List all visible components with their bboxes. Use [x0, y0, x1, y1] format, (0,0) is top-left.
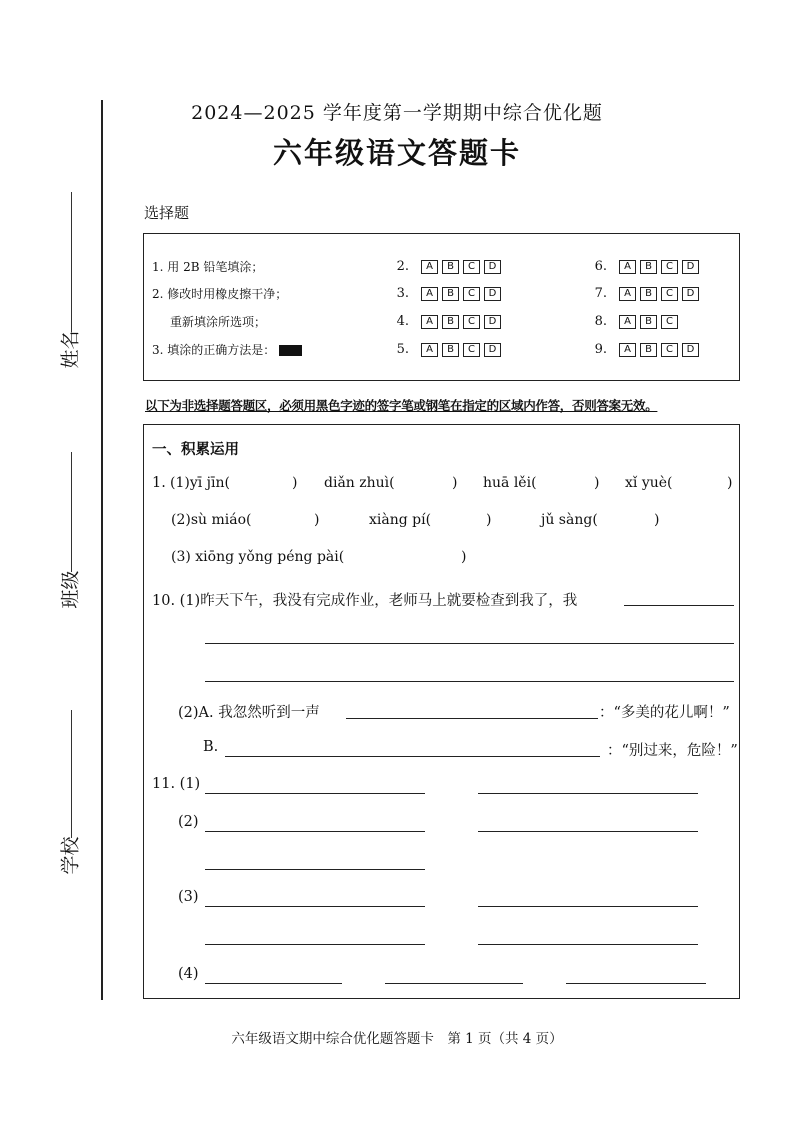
option-a-bubble[interactable]: A — [421, 287, 438, 301]
pinyin-item-close: ) — [654, 512, 660, 528]
question-number: 8. — [594, 314, 607, 329]
page-footer: 六年级语文期中综合优化题答题卡 第 1 页（共 4 页） — [231, 1031, 563, 1047]
section-1-heading: 一、积累运用 — [152, 442, 239, 458]
question-row — [585, 259, 703, 274]
pinyin-item-close: ) — [314, 512, 320, 528]
pinyin-item-close: ) — [292, 475, 298, 491]
option-b-bubble[interactable]: B — [640, 315, 657, 329]
option-c-bubble[interactable]: C — [463, 287, 480, 301]
answer-area-notice: 以下为非选择题答题区，必须用黑色字迹的签字笔或钢笔在指定的区域内作答，否则答案无效。 — [145, 398, 658, 413]
question-number: 7. — [594, 286, 607, 301]
option-a-bubble[interactable]: A — [619, 287, 636, 301]
option-d-bubble[interactable]: D — [484, 287, 501, 301]
filled-mark-sample — [279, 345, 302, 356]
option-a-bubble[interactable]: A — [421, 343, 438, 357]
q10-answer-line[interactable] — [205, 643, 734, 644]
pinyin-item-close: ) — [594, 475, 600, 491]
margin-divider-line — [101, 100, 103, 1000]
option-c-bubble[interactable]: C — [661, 315, 678, 329]
pinyin-item-label: (1)yī jīn( — [170, 475, 230, 491]
exam-title: 六年级语文答题卡 — [272, 136, 521, 170]
pinyin-item-close: ) — [452, 475, 458, 491]
option-b-bubble[interactable]: B — [442, 315, 459, 329]
option-c-bubble[interactable]: C — [661, 287, 678, 301]
question-row — [387, 286, 505, 301]
school-underline — [71, 710, 72, 838]
question-number: 5. — [396, 342, 409, 357]
q11-answer-line[interactable] — [205, 906, 425, 907]
q10-part2-a-end: ：“多美的花儿啊！” — [599, 705, 730, 721]
q11-number: 11. (1) — [152, 776, 201, 792]
pinyin-item-label: huā lěi( — [483, 475, 537, 491]
choice-answer-box — [143, 233, 740, 381]
q10-part1-text: 10. (1)昨天下午，我没有完成作业，老师马上就要检查到我了，我 — [152, 593, 578, 609]
q11-answer-line[interactable] — [478, 831, 698, 832]
option-a-bubble[interactable]: A — [421, 315, 438, 329]
option-a-bubble[interactable]: A — [619, 315, 636, 329]
question-number: 9. — [594, 342, 607, 357]
option-c-bubble[interactable]: C — [661, 260, 678, 274]
question-number: 2. — [396, 259, 409, 274]
option-b-bubble[interactable]: B — [640, 287, 657, 301]
q11-answer-line[interactable] — [205, 831, 425, 832]
instruction-2: 2. 修改时用橡皮擦干净； — [152, 287, 288, 301]
class-underline — [71, 452, 72, 572]
q1-number: 1. — [152, 475, 166, 491]
option-a-bubble[interactable]: A — [421, 260, 438, 274]
question-number: 4. — [396, 314, 409, 329]
question-row — [585, 342, 703, 357]
option-c-bubble[interactable]: C — [661, 343, 678, 357]
q10-answer-line[interactable] — [205, 681, 734, 682]
option-c-bubble[interactable]: C — [463, 315, 480, 329]
option-d-bubble[interactable]: D — [484, 315, 501, 329]
pinyin-item-label: (3) xiōng yǒng péng pài( — [171, 549, 345, 565]
option-b-bubble[interactable]: B — [442, 260, 459, 274]
option-c-bubble[interactable]: C — [463, 260, 480, 274]
q11-answer-line[interactable] — [205, 869, 425, 870]
pinyin-item-label: diǎn zhuì( — [324, 475, 395, 491]
question-row — [387, 259, 505, 274]
q11-sub-label: (4) — [178, 966, 199, 982]
question-row — [585, 314, 682, 329]
instruction-2b: 重新填涂所选项； — [170, 315, 267, 329]
q11-answer-line[interactable] — [478, 906, 698, 907]
pinyin-item-label: jǔ sàng( — [541, 512, 598, 528]
option-d-bubble[interactable]: D — [484, 343, 501, 357]
school-field[interactable] — [56, 710, 86, 873]
q11-answer-line[interactable] — [385, 983, 523, 984]
q10-part2-a-line[interactable] — [346, 718, 598, 719]
option-b-bubble[interactable]: B — [442, 287, 459, 301]
choice-section-label: 选择题 — [144, 204, 190, 222]
option-b-bubble[interactable]: B — [640, 260, 657, 274]
q11-sub-label: (3) — [178, 889, 199, 905]
exam-subtitle: 2024—2025 学年度第一学期期中综合优化题 — [191, 102, 603, 124]
instruction-1: 1. 用 2B 铅笔填涂； — [152, 260, 264, 274]
instruction-3-text: 3. 填涂的正确方法是： — [152, 343, 276, 357]
question-row — [387, 342, 505, 357]
option-d-bubble[interactable]: D — [484, 260, 501, 274]
option-d-bubble[interactable]: D — [682, 260, 699, 274]
q10-answer-line[interactable] — [624, 605, 734, 606]
pinyin-item-label: (2)sù miáo( — [171, 512, 252, 528]
q11-answer-line[interactable] — [205, 793, 425, 794]
option-a-bubble[interactable]: A — [619, 343, 636, 357]
instruction-3 — [152, 341, 302, 358]
question-row — [585, 286, 703, 301]
q11-answer-line[interactable] — [478, 944, 698, 945]
q11-answer-line[interactable] — [566, 983, 706, 984]
q10-part2-a-label: (2)A. 我忽然听到一声 — [178, 705, 320, 721]
name-label: 姓名 — [59, 330, 82, 369]
class-field[interactable] — [56, 452, 86, 607]
pinyin-item-close: ) — [461, 549, 467, 565]
school-label: 学校 — [59, 836, 82, 875]
q11-answer-line[interactable] — [205, 983, 342, 984]
pinyin-item-label: xiàng pí( — [369, 512, 432, 528]
question-number: 3. — [396, 286, 409, 301]
q10-part2-b-label: B. — [203, 739, 219, 755]
option-b-bubble[interactable]: B — [640, 343, 657, 357]
pinyin-item-close: ) — [727, 475, 733, 491]
option-b-bubble[interactable]: B — [442, 343, 459, 357]
class-label: 班级 — [59, 570, 82, 609]
name-underline — [71, 192, 72, 332]
option-a-bubble[interactable]: A — [619, 260, 636, 274]
q11-answer-line[interactable] — [205, 944, 425, 945]
pinyin-item-label: xǐ yuè( — [625, 475, 673, 491]
option-c-bubble[interactable]: C — [463, 343, 480, 357]
question-row — [387, 314, 505, 329]
option-d-bubble[interactable]: D — [682, 287, 699, 301]
name-field[interactable] — [56, 192, 86, 383]
pinyin-item-close: ) — [486, 512, 492, 528]
question-number: 6. — [594, 259, 607, 274]
q10-part2-b-line[interactable] — [225, 756, 600, 757]
q10-part2-b-end: ：“别过来，危险！” — [607, 743, 738, 759]
option-d-bubble[interactable]: D — [682, 343, 699, 357]
q11-sub-label: (2) — [178, 814, 199, 830]
q11-answer-line[interactable] — [478, 793, 698, 794]
